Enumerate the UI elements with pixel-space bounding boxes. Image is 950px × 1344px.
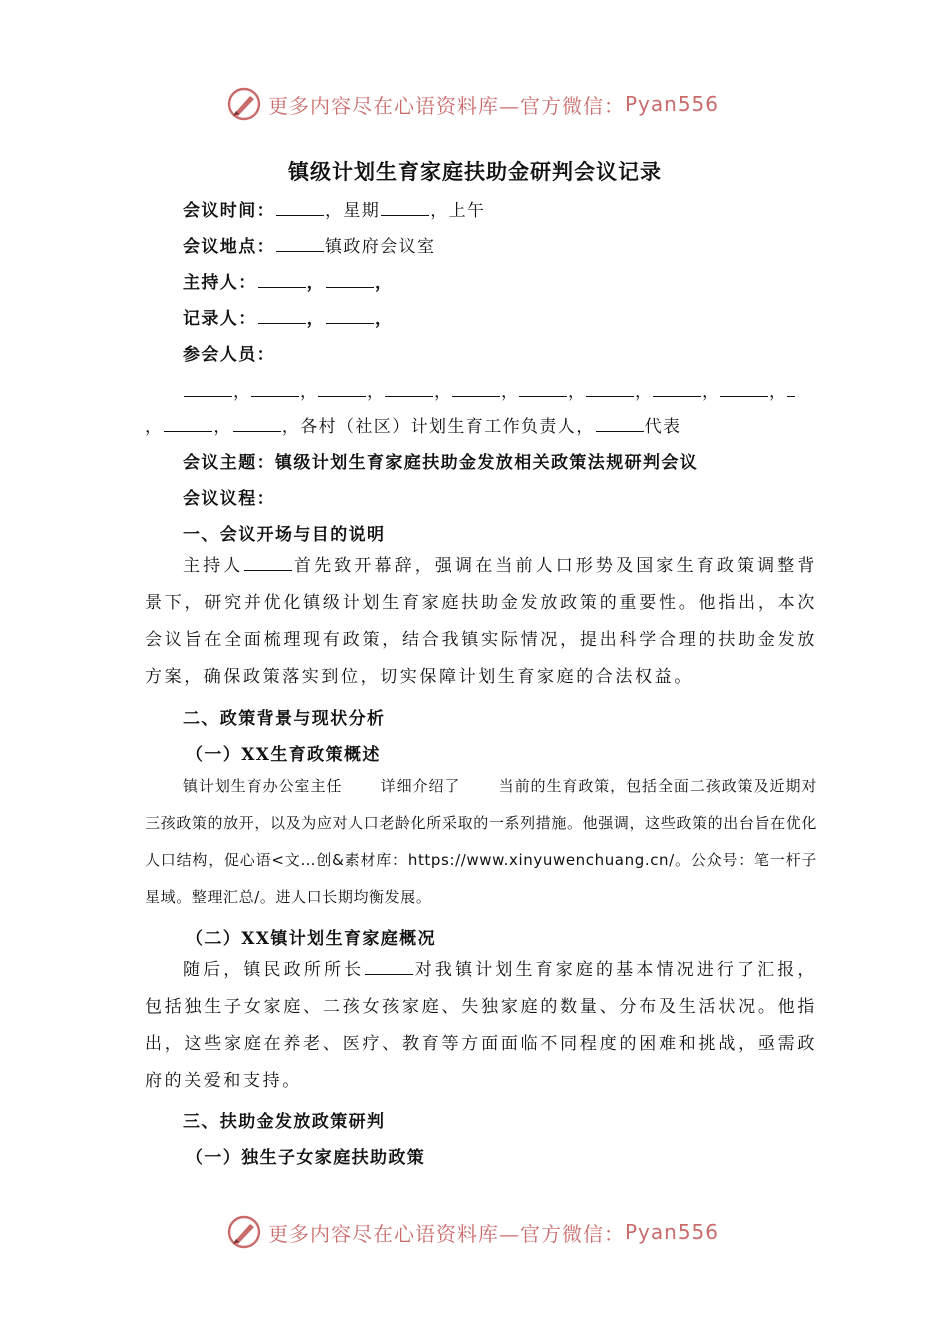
section-2-sub-1: （一）XX生育政策概述 bbox=[186, 745, 381, 765]
meeting-time-suffix: ，上午 bbox=[430, 201, 486, 221]
section-1-heading: 一、会议开场与目的说明 bbox=[183, 525, 386, 545]
topic-label: 会议主题： bbox=[183, 453, 275, 473]
blank-field bbox=[326, 271, 374, 288]
blank-field bbox=[233, 415, 281, 432]
section-2-sub-2-paragraph bbox=[145, 952, 817, 1100]
sec2-sub1-a: 镇计划生育办公室主任 bbox=[183, 777, 343, 795]
recorder-label: 记录人： bbox=[183, 309, 257, 329]
blank-field bbox=[276, 235, 324, 252]
blank-field bbox=[164, 415, 212, 432]
blank-field bbox=[258, 307, 306, 324]
meeting-place-line bbox=[183, 232, 853, 257]
document-title: 镇级计划生育家庭扶助金研判会议记录 bbox=[288, 159, 662, 184]
banner-wechat-id: Pyan556 bbox=[625, 92, 720, 116]
sec2-sub1-c: 当前的生育政策，包括全面二孩政策及近期对三孩政策的放开，以及为应对人口老龄化所采取的一系列措施。他强调，这些政策的出台旨在优化人口结构，促心语<文…创&素材库：https://www.xinyuwenchuang.cn/。公众号：笔一杆子星域。整理汇总/。进人口长期均衡发展。 bbox=[145, 777, 817, 906]
sec1-para-a: 主持人 bbox=[183, 556, 244, 576]
section-3-heading: 三、扶助金发放政策研判 bbox=[183, 1112, 386, 1132]
footer-banner bbox=[226, 1212, 746, 1252]
attendees-label: 参会人员： bbox=[183, 345, 275, 365]
blank-field bbox=[365, 958, 413, 975]
meeting-time-week: ，星期 bbox=[325, 201, 381, 221]
recorder-line: 记录人： ， ， bbox=[183, 309, 394, 329]
blank-field bbox=[326, 307, 374, 324]
banner-wechat-id: Pyan556 bbox=[625, 1220, 720, 1244]
topic-line bbox=[183, 448, 853, 473]
blank-field bbox=[276, 199, 324, 216]
meeting-place-label: 会议地点： bbox=[183, 237, 275, 257]
sec2-sub2-b: 对我镇计划生育家庭的基本情况进行了汇报，包括独生子女家庭、二孩女孩家庭、失独家庭的数量、分布及生活状况。他指出，这些家庭在养老、医疗、教育等方面面临不同程度的困难和挑战，亟需政府的关爱和支持。 bbox=[145, 960, 818, 1091]
banner-text: 更多内容尽在心语资料库—官方微信： bbox=[268, 1221, 625, 1246]
section-3-sub-1: （一）独生子女家庭扶助政策 bbox=[186, 1148, 426, 1168]
blank-field bbox=[381, 199, 429, 216]
banner-text: 更多内容尽在心语资料库—官方微信： bbox=[268, 93, 625, 118]
blank-field bbox=[244, 554, 292, 571]
section-2-sub-1-paragraph bbox=[145, 768, 817, 916]
meeting-time-line bbox=[183, 196, 853, 221]
sec2-sub2-a: 随后，镇民政所所长 bbox=[183, 960, 365, 980]
blank-field bbox=[596, 415, 644, 432]
section-2-sub-2: （二）XX镇计划生育家庭概况 bbox=[186, 929, 436, 949]
section-1-paragraph bbox=[145, 548, 817, 696]
section-2-heading: 二、政策背景与现状分析 bbox=[183, 709, 386, 729]
agenda-label: 会议议程： bbox=[183, 489, 275, 509]
topic-value: 镇级计划生育家庭扶助金发放相关政策法规研判会议 bbox=[275, 453, 699, 473]
host-line: 主持人： ， ， bbox=[183, 273, 394, 293]
meeting-place-value: 镇政府会议室 bbox=[325, 237, 436, 257]
sec2-sub1-b: 详细介绍了 bbox=[380, 777, 461, 795]
pen-logo-icon bbox=[226, 1214, 262, 1250]
header-banner bbox=[226, 84, 746, 124]
host-label: 主持人： bbox=[183, 273, 257, 293]
blank-field bbox=[258, 271, 306, 288]
attendees-line2-text: ，各村（社区）计划生育工作负责人， bbox=[281, 417, 595, 437]
attendees-line-1: ， ， ， ， ， ， ， ， ， bbox=[183, 377, 853, 402]
sec1-para-b: 首先致开幕辞，强调在当前人口形势及国家生育政策调整背景下，研究并优化镇级计划生育家庭扶助金发放政策的重要性。他指出，本次会议旨在全面梳理现有政策，结合我镇实际情况，提出科学合理的扶助金发放方案，确保政策落实到位，切实保障计划生育家庭的合法权益。 bbox=[145, 556, 817, 687]
attendees-line2-suffix: 代表 bbox=[644, 417, 682, 437]
meeting-time-label: 会议时间： bbox=[183, 201, 275, 221]
attendees-line-2: ， ， ，各村（社区）计划生育工作负责人， 代表 bbox=[145, 417, 682, 437]
pen-logo-icon bbox=[226, 86, 262, 122]
